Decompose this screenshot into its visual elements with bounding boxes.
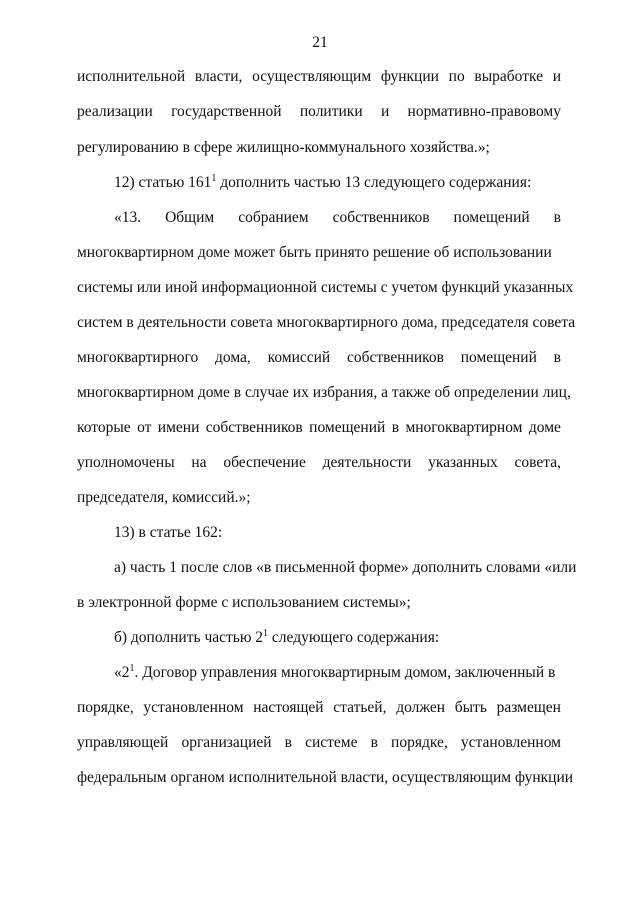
word: от <box>137 419 152 436</box>
word: установленном <box>460 734 561 751</box>
word: в <box>553 209 561 226</box>
word: доме <box>528 419 561 436</box>
word: Общим <box>165 209 215 226</box>
word: «13. <box>114 209 142 226</box>
word: статьей, <box>333 699 387 716</box>
word: обеспечение <box>223 454 306 471</box>
text-line-8: систем в деятельности совета многоквартирного дома, председателя совета <box>77 314 576 331</box>
text-line-17 <box>114 628 439 648</box>
word: в <box>370 734 378 751</box>
text-line-21: федеральным органом исполнительной власти, осуществляющим функции <box>77 769 574 786</box>
line-17-text-cont: следующего содержания: <box>268 629 440 646</box>
text-line-11 <box>77 418 561 438</box>
line-18-text-cont: . Договор управления многоквартирным домом, заключенный в <box>134 664 556 681</box>
word: на <box>191 454 207 471</box>
line-4-text: 12) статью 161 <box>114 174 212 191</box>
word: которые <box>77 419 131 436</box>
word: порядке, <box>77 699 134 716</box>
text-line-12 <box>77 453 561 473</box>
superscript: 1 <box>211 173 217 184</box>
word: и <box>552 68 561 85</box>
text-line-13: председателя, комиссий.»; <box>77 489 251 506</box>
text-line-4 <box>114 173 531 193</box>
word: указанных <box>428 454 498 471</box>
word: помещений <box>460 349 537 366</box>
word: дома, <box>215 349 251 366</box>
text-line-1 <box>77 67 561 87</box>
word: функции <box>380 68 439 85</box>
word: нормативно-правовому <box>407 103 561 120</box>
word: совета, <box>514 454 561 471</box>
page-number: 21 <box>312 34 328 51</box>
word: собственников <box>347 349 444 366</box>
text-line-14: 13) в статье 162: <box>114 524 223 541</box>
word: системе <box>305 734 358 751</box>
word: управляющей <box>77 734 169 751</box>
word: собственников <box>205 419 303 436</box>
text-line-20 <box>77 733 561 753</box>
word: реализации <box>77 103 153 120</box>
word: многоквартирном <box>405 419 523 436</box>
word: собственников <box>332 209 430 226</box>
word: собранием <box>238 209 309 226</box>
text-line-2 <box>77 102 561 122</box>
word: помещений <box>453 209 530 226</box>
word: и <box>380 103 390 120</box>
word: комиссий <box>267 349 331 366</box>
word: государственной <box>171 103 282 120</box>
text-line-9 <box>77 348 561 368</box>
text-line-5 <box>114 208 561 228</box>
word: помещений <box>309 419 386 436</box>
word: многоквартирного <box>77 349 199 366</box>
word: настоящей <box>253 699 324 716</box>
word: быть <box>454 699 487 716</box>
text-line-10: многоквартирном доме в случае их избрания, а также об определении лиц, <box>77 384 571 401</box>
word: размещен <box>496 699 561 716</box>
text-line-18 <box>114 663 555 683</box>
line-18-text: «2 <box>114 664 130 681</box>
word: деятельности <box>322 454 412 471</box>
line-17-text: б) дополнить частью 2 <box>114 629 264 646</box>
word: по <box>448 68 465 85</box>
word: порядке, <box>391 734 448 751</box>
word: в <box>391 419 400 436</box>
word: власти, <box>194 68 243 85</box>
text-line-3: регулированию в сфере жилищно-коммунального хозяйства.»; <box>77 139 490 156</box>
word: политики <box>299 103 363 120</box>
word: исполнительной <box>77 68 186 85</box>
word: имени <box>157 419 200 436</box>
word: установленном <box>143 699 244 716</box>
word: организацией <box>181 734 272 751</box>
text-line-15: а) часть 1 после слов «в письменной форме» дополнить словами «или <box>114 559 577 576</box>
line-4-text-cont: дополнить частью 13 следующего содержания: <box>216 174 532 191</box>
superscript: 1 <box>129 663 135 674</box>
word: уполномочены <box>77 454 175 471</box>
word: в <box>553 349 561 366</box>
word: осуществляющим <box>252 68 372 85</box>
superscript: 1 <box>263 628 269 639</box>
text-line-19 <box>77 698 561 718</box>
word: выработке <box>474 68 543 85</box>
text-line-6: многоквартирном доме может быть принято решение об использовании <box>77 244 552 261</box>
text-line-7: системы или иной информационной системы с учетом функций указанных <box>77 279 574 296</box>
word: в <box>284 734 292 751</box>
word: должен <box>396 699 446 716</box>
text-line-16: в электронной форме с использованием системы»; <box>77 594 411 611</box>
